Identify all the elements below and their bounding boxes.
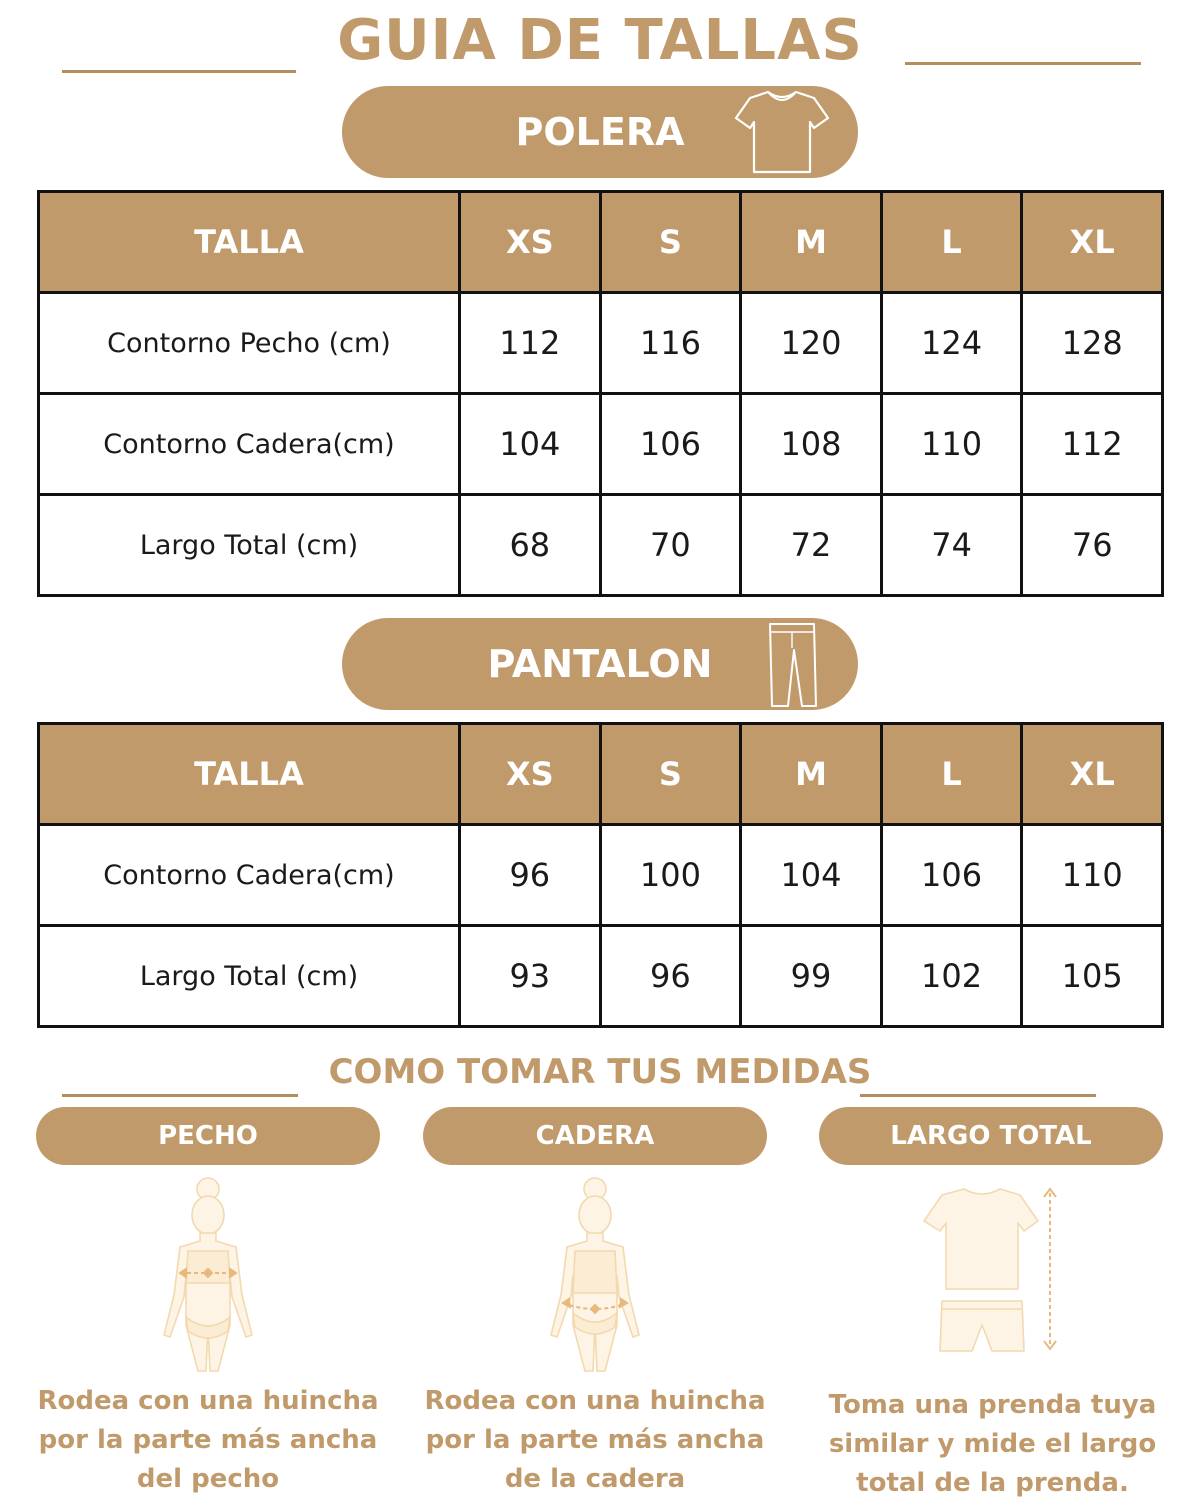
- table-cell: 112: [460, 293, 601, 394]
- caption-line: similar y mide el largo: [828, 1429, 1157, 1459]
- largo-total-caption: [800, 1386, 1185, 1503]
- table-header-row: [39, 724, 1163, 825]
- table-cell: 76: [1022, 495, 1163, 596]
- title-rule-right: [905, 62, 1141, 65]
- pecho-label: PECHO: [158, 1121, 258, 1151]
- table-row: [39, 495, 1163, 596]
- table-row: [39, 825, 1163, 926]
- pecho-caption: [18, 1382, 398, 1499]
- caption-line: de la cadera: [504, 1464, 686, 1494]
- cadera-pill: [423, 1107, 767, 1165]
- body-chest-icon: [150, 1175, 266, 1375]
- table-header-row: [39, 192, 1163, 293]
- row-label: Largo Total (cm): [39, 495, 460, 596]
- row-label: Contorno Pecho (cm): [39, 293, 460, 394]
- table-cell: 110: [1022, 825, 1163, 926]
- table-cell: 99: [741, 926, 882, 1027]
- pantalon-size-table: [37, 722, 1164, 1028]
- caption-line: por la parte más ancha: [425, 1425, 765, 1455]
- table-cell: 96: [600, 926, 741, 1027]
- polera-label: POLERA: [515, 110, 685, 154]
- largo-total-label: LARGO TOTAL: [890, 1121, 1092, 1151]
- table-cell: 120: [741, 293, 882, 394]
- header-cell: M: [741, 192, 882, 293]
- table-cell: 106: [600, 394, 741, 495]
- measure-rule-left: [62, 1094, 298, 1097]
- row-label: Contorno Cadera(cm): [39, 825, 460, 926]
- caption-line: Toma una prenda tuya: [828, 1390, 1157, 1420]
- table-row: [39, 293, 1163, 394]
- header-cell: XS: [460, 724, 601, 825]
- measure-rule-right: [860, 1094, 1096, 1097]
- header-cell: XL: [1022, 192, 1163, 293]
- table-cell: 112: [1022, 394, 1163, 495]
- tshirt-icon: [734, 88, 830, 176]
- header-cell: L: [881, 724, 1022, 825]
- header-cell: TALLA: [39, 724, 460, 825]
- table-cell: 124: [881, 293, 1022, 394]
- caption-line: total de la prenda.: [856, 1468, 1129, 1498]
- table-row: [39, 926, 1163, 1027]
- pants-icon: [764, 620, 820, 710]
- header-cell: M: [741, 724, 882, 825]
- cadera-caption: [405, 1382, 785, 1499]
- caption-line: Rodea con una huincha: [424, 1386, 766, 1416]
- table-row: [39, 394, 1163, 495]
- table-cell: 70: [600, 495, 741, 596]
- table-cell: 110: [881, 394, 1022, 495]
- table-cell: 105: [1022, 926, 1163, 1027]
- pantalon-label: PANTALON: [487, 642, 713, 686]
- page-title: GUIA DE TALLAS: [337, 8, 863, 73]
- header-cell: TALLA: [39, 192, 460, 293]
- table-cell: 93: [460, 926, 601, 1027]
- header-cell: S: [600, 724, 741, 825]
- table-cell: 104: [741, 825, 882, 926]
- largo-total-pill: [819, 1107, 1163, 1165]
- table-cell: 68: [460, 495, 601, 596]
- measure-title: COMO TOMAR TUS MEDIDAS: [328, 1052, 872, 1092]
- table-cell: 128: [1022, 293, 1163, 394]
- row-label: Contorno Cadera(cm): [39, 394, 460, 495]
- caption-line: por la parte más ancha: [38, 1425, 378, 1455]
- header-cell: XL: [1022, 724, 1163, 825]
- table-cell: 96: [460, 825, 601, 926]
- header-cell: L: [881, 192, 1022, 293]
- table-cell: 100: [600, 825, 741, 926]
- table-cell: 102: [881, 926, 1022, 1027]
- table-cell: 72: [741, 495, 882, 596]
- row-label: Largo Total (cm): [39, 926, 460, 1027]
- header-cell: S: [600, 192, 741, 293]
- table-cell: 106: [881, 825, 1022, 926]
- garment-length-icon: [920, 1183, 1070, 1363]
- polera-size-table: [37, 190, 1164, 597]
- cadera-label: CADERA: [535, 1121, 655, 1151]
- header-cell: XS: [460, 192, 601, 293]
- caption-line: del pecho: [136, 1464, 280, 1494]
- table-cell: 108: [741, 394, 882, 495]
- table-cell: 116: [600, 293, 741, 394]
- table-cell: 74: [881, 495, 1022, 596]
- pecho-pill: [36, 1107, 380, 1165]
- table-cell: 104: [460, 394, 601, 495]
- caption-line: Rodea con una huincha: [37, 1386, 379, 1416]
- body-hip-icon: [537, 1175, 653, 1375]
